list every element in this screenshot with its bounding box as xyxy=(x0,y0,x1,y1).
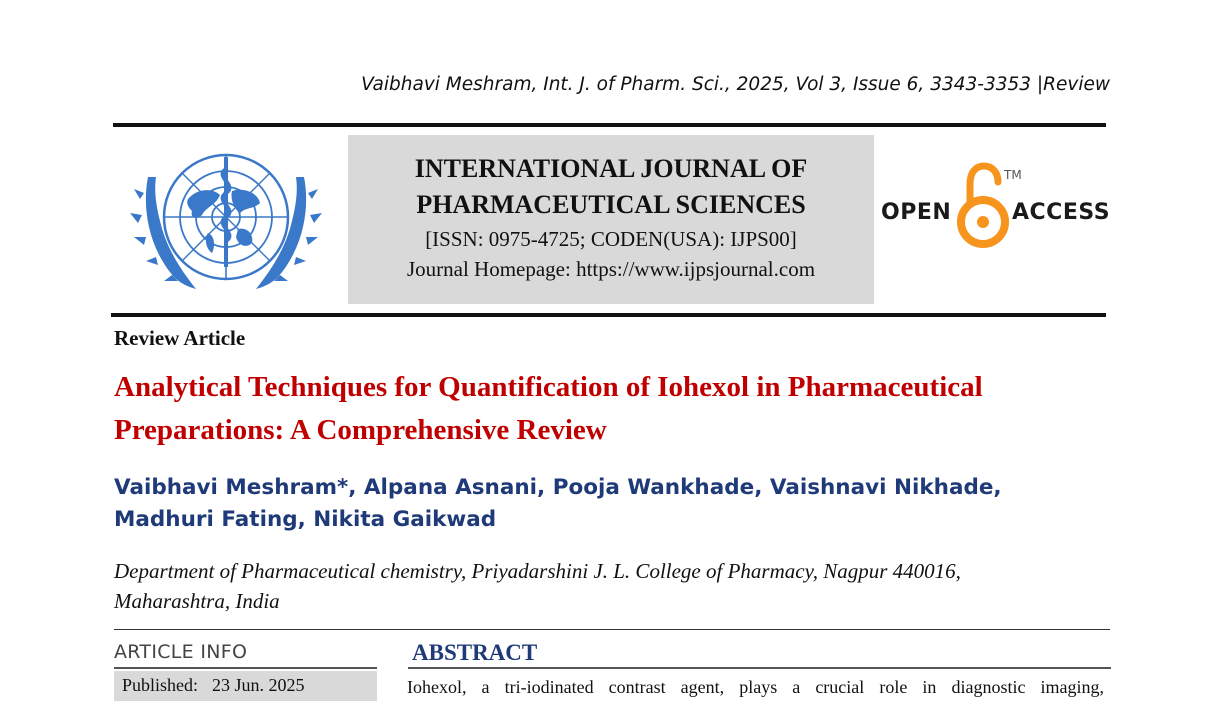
article-title-line2: Preparations: A Comprehensive Review xyxy=(114,414,607,446)
open-access-word-access: ACCESS xyxy=(1012,200,1111,225)
journal-title-line1: INTERNATIONAL JOURNAL OF xyxy=(414,154,808,183)
open-access-lock-icon xyxy=(956,162,1010,252)
authors-line1: Vaibhavi Meshram*, Alpana Asnani, Pooja Wankhade, Vaishnavi Nikhade, xyxy=(114,475,1002,500)
open-access-logo xyxy=(878,162,1110,254)
published-label: Published: xyxy=(122,675,199,695)
author-list xyxy=(114,472,1114,536)
published-date: 23 Jun. 2025 xyxy=(212,675,305,695)
running-head: Vaibhavi Meshram, Int. J. of Pharm. Sci., 2025, Vol 3, Issue 6, 3343-3353 |Review xyxy=(361,74,1110,95)
affiliation-line2: Maharashtra, India xyxy=(114,589,280,613)
article-title xyxy=(114,366,1114,452)
abstract-first-line: Iohexol, a tri-iodinated contrast agent, plays a crucial role in diagnostic imaging, xyxy=(407,677,1104,697)
section-divider xyxy=(114,629,1110,630)
abstract-heading: ABSTRACT xyxy=(412,640,538,665)
article-type: Review Article xyxy=(114,326,246,350)
affiliation-line1: Department of Pharmaceutical chemistry, Priyadarshini J. L. College of Pharmacy, Nagpur 440016, xyxy=(114,559,961,583)
journal-banner xyxy=(348,135,874,304)
open-access-word-open: OPEN xyxy=(881,200,952,225)
article-info-heading: ARTICLE INFO xyxy=(114,641,248,663)
authors-line2: Madhuri Fating, Nikita Gaikwad xyxy=(114,507,497,532)
header-rule-top xyxy=(113,123,1106,127)
article-info-rule xyxy=(114,667,377,669)
article-title-line1: Analytical Techniques for Quantification of Iohexol in Pharmaceutical xyxy=(114,371,983,403)
open-access-trademark: TM xyxy=(1004,168,1022,182)
journal-emblem-logo xyxy=(126,137,326,307)
affiliation xyxy=(114,556,1114,616)
header-rule-bottom xyxy=(111,313,1106,317)
journal-homepage[interactable]: Journal Homepage: https://www.ijpsjournal.com xyxy=(406,257,816,281)
abstract-rule xyxy=(408,667,1111,669)
journal-issn-coden: [ISSN: 0975-4725; CODEN(USA): IJPS00] xyxy=(425,227,797,251)
journal-title-line2: PHARMACEUTICAL SCIENCES xyxy=(416,190,806,219)
published-info-box xyxy=(114,671,377,701)
